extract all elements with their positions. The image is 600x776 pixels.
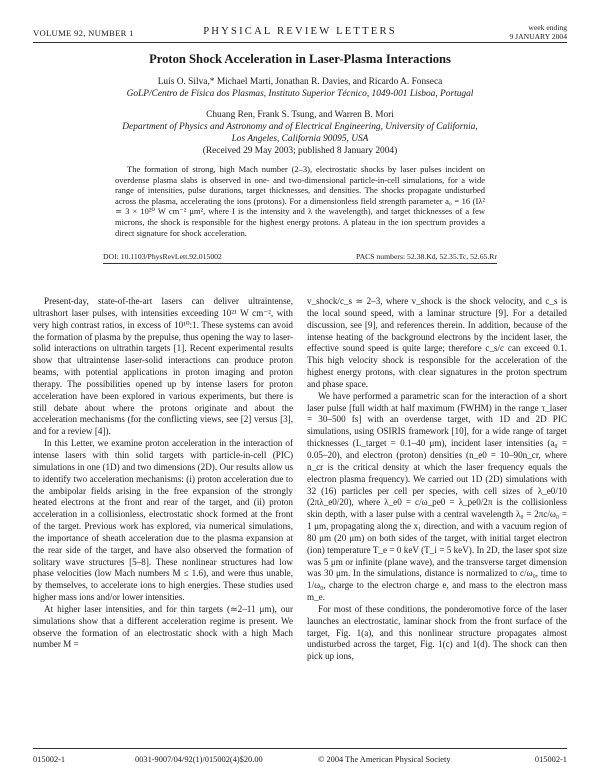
affiliation-2b: Los Angeles, California 90095, USA: [231, 134, 369, 144]
abstract: [115, 164, 485, 238]
pacs-numbers: PACS numbers: 52.38.Kd, 52.35.Tc, 52.65.Rr: [356, 252, 497, 261]
paragraph: We have performed a parametric scan for the interaction of a short laser pulse [full width at half maximum (FWHM) in the range τ_laser = 30–500 fs] with an overdense target, with 1D and 2D PIC simulations, using OSIRIS framework [10], for a wide range of target thicknesses (L_target = 0.1–40 μm), incident laser intensities (a₀ = 0.05–20), and electron (proton) densities (n_e0 = 10–90n_cr, where n_cr is the critical density at which the laser frequency equals the electron plasma frequency). We carried out 1D (2D) simulations with 32 (16) particles per cell per species, with cell sizes of λ_e0/10 (2πλ_e0/20), where λ_e0 = c/ω_pe0 = λ_pe0/2π is the collisionless skin depth, with a laser pulse with a central wavelength λ₀ = 2πc/ω₀ = 1 μm, propagating along the x₁ direction, and with a vacuum region of 80 μm (20 μm) on both sides of the target, with initial target electron (ion) temperature T_e = 0 keV (T_i = 5 keV). In 2D, the laser spot size was 5 μm or infinite (plane wave), and the transverse target dimension was 30 μm. In the simulations, distance is normalized to c/ω₀, time to 1/ω₀, charge to the electron charge e, and mass to the electron mass m_e.: [307, 390, 567, 603]
abstract-rule: [103, 263, 497, 264]
abstract-text: The formation of strong, high Mach number (2–3), electrostatic shocks by laser pulses incident on overdense plasma slabs is observed in one- and two-dimensional particle-in-cell simulations, for a wide range of intensities, pulse durations, target thicknesses, and densities. The shocks propagate undisturbed across the plasma, accelerating the ions (protons). For a dimensionless field strength parameter a₀ = 16 (Iλ² ≃ 3 × 10²⁰ W cm⁻² μm², where I is the intensity and λ the wavelength), and target thicknesses of a few microns, the shock is responsible for the highest energy protons. A plateau in the ion spectrum provides a direct signature for shock acceleration.: [115, 164, 485, 238]
copyright: © 2004 The American Physical Society: [318, 755, 451, 764]
doi-link[interactable]: DOI: 10.1103/PhysRevLett.92.015002: [103, 252, 222, 261]
volume-number: VOLUME 92, NUMBER 1: [33, 28, 134, 38]
page-number-right: 015002-1: [534, 755, 567, 764]
paper-title: Proton Shock Acceleration in Laser-Plasma Interactions: [149, 52, 451, 66]
paragraph: For most of these conditions, the ponderomotive force of the laser launches an electrostatic, laminar shock from the front surface of the target, Fig. 1(a), and this nonlinear structure propagates almost undisturbed across the target, Fig. 1(c) and 1(d). The shock can then pick up ions,: [307, 603, 567, 662]
week-ending-label: week ending: [528, 23, 567, 32]
issn-code: 0031-9007/04/92(1)/015002(4)$20.00: [135, 755, 263, 764]
journal-name: PHYSICAL REVIEW LETTERS: [203, 26, 397, 37]
received-dates: (Received 29 May 2003; published 8 January 2004): [202, 146, 398, 156]
running-header: [33, 24, 567, 42]
footer-rule: [33, 748, 567, 749]
date-label: 9 JANUARY 2004: [509, 32, 567, 41]
affiliation-2a: Department of Physics and Astronomy and of Electrical Engineering, University of California,: [122, 122, 478, 132]
issue-date: [509, 23, 567, 41]
authors-group-2: Chuang Ren, Frank S. Tsung, and Warren B. Mori: [206, 110, 394, 120]
paragraph: Present-day, state-of-the-art lasers can deliver ultraintense, ultrashort laser pulses, with intensities exceeding 10²¹ W cm⁻², with very high contrast ratios, in excess of 10¹⁰:1. These systems can avoid the formation of plasma by the prepulse, thus opening the way to laser-solid interactions on ultrathin targets [1]. Recent experimental results show that ultraintense laser-solid interactions can produce proton beams, with potential applications in proton imaging and proton therapy. The possibilities opened up by intense lasers for proton acceleration have been explored in various experiments, but there is still debate about where the protons originate and about the acceleration mechanisms (for the conflicting views, see [2] versus [3], and for a review [4]).: [33, 296, 293, 437]
left-column: [33, 296, 293, 651]
paragraph: In this Letter, we examine proton acceleration in the interaction of intense lasers with thin solid targets with particle-in-cell (PIC) simulations in one (1D) and two dimensions (2D). Our results allow us to identify two acceleration mechanisms: (i) proton acceleration due to the ambipolar fields arising in the free expansion of the strongly heated electrons at the front and rear of the target, and (ii) proton acceleration in a collisionless, electrostatic shock formed at the front of the target. Previous work has explored, via numerical simulations, the importance of sheath acceleration due to the plasma expansion at the rear side of the target, and have also observed the formation of solitary wave structures [5–8]. These nonlinear structures had low phase velocities (low Mach numbers M ≤ 1.6), and were thus unable, by themselves, to accelerate ions to high energies. These studies used higher mass ions and/or lower intensities.: [33, 438, 293, 603]
affiliation-1: GoLP/Centro de Física dos Plasmas, Instituto Superior Técnico, 1049-001 Lisboa, Portugal: [126, 89, 474, 99]
paragraph: At higher laser intensities, and for thin targets (≃2–11 μm), our simulations show that a different acceleration regime is present. We observe the formation of an electrostatic shock with a high Mach number M =: [33, 603, 293, 650]
right-column: [307, 296, 567, 663]
page-number-left: 015002-1: [33, 755, 66, 764]
authors-group-1: Luís O. Silva,* Michael Marti, Jonathan R. Davies, and Ricardo A. Fonseca: [157, 77, 443, 87]
header-rule: [33, 42, 567, 43]
paragraph: v_shock/c_s ≃ 2–3, where v_shock is the shock velocity, and c_s is the local sound speed, with a laminar structure [9]. For a detailed discussion, see [9], and references therein. In addition, because of the intense heating of the background electrons by the incident laser, the effective sound speed is quite large; therefore c_s/c can exceed 0.1. This high velocity shock is responsible for the acceleration of the highest energy protons, with clear signatures in the proton spectrum and phase space.: [307, 296, 567, 389]
